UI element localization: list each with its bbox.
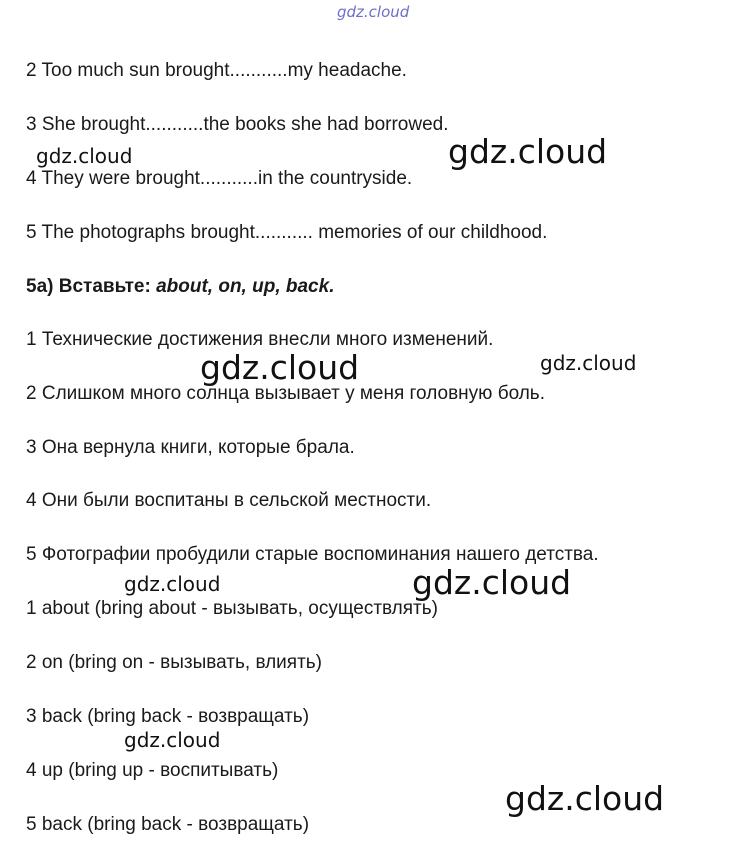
watermark-top: gdz.cloud xyxy=(337,3,410,21)
task-words: about, on, up, back. xyxy=(156,276,335,297)
watermark: gdz.cloud xyxy=(540,351,637,375)
watermark: gdz.cloud xyxy=(124,572,221,596)
english-sentence-5: 5 The photographs brought........... memories of our childhood. xyxy=(26,222,548,243)
watermark: gdz.cloud xyxy=(412,563,572,602)
answer-3: 3 back (bring back - возвращать) xyxy=(26,706,310,727)
watermark: gdz.cloud xyxy=(448,132,608,171)
russian-sentence-1: 1 Технические достижения внесли много изменений. xyxy=(26,329,494,350)
watermark: gdz.cloud xyxy=(36,144,133,168)
watermark: gdz.cloud xyxy=(124,728,221,752)
task-heading xyxy=(26,276,334,298)
english-sentence-4: 4 They were brought...........in the countryside. xyxy=(26,168,413,189)
russian-sentence-3: 3 Она вернула книги, которые брала. xyxy=(26,437,355,458)
watermark: gdz.cloud xyxy=(505,779,665,818)
watermark: gdz.cloud xyxy=(200,348,360,387)
answer-5: 5 back (bring back - возвращать) xyxy=(26,814,310,835)
task-label: 5a) Вставьте: xyxy=(26,276,157,297)
answer-4: 4 up (bring up - воспитывать) xyxy=(26,760,279,781)
english-sentence-2: 2 Too much sun brought...........my headache. xyxy=(26,60,407,81)
russian-sentence-5: 5 Фотографии пробудили старые воспоминания нашего детства. xyxy=(26,544,599,565)
answer-2: 2 on (bring on - вызывать, влиять) xyxy=(26,652,323,673)
answer-1: 1 about (bring about - вызывать, осуществлять) xyxy=(26,598,438,619)
english-sentence-3: 3 She brought...........the books she had borrowed. xyxy=(26,114,449,135)
russian-sentence-2: 2 Слишком много солнца вызывает у меня головную боль. xyxy=(26,383,545,404)
russian-sentence-4: 4 Они были воспитаны в сельской местности. xyxy=(26,490,432,511)
